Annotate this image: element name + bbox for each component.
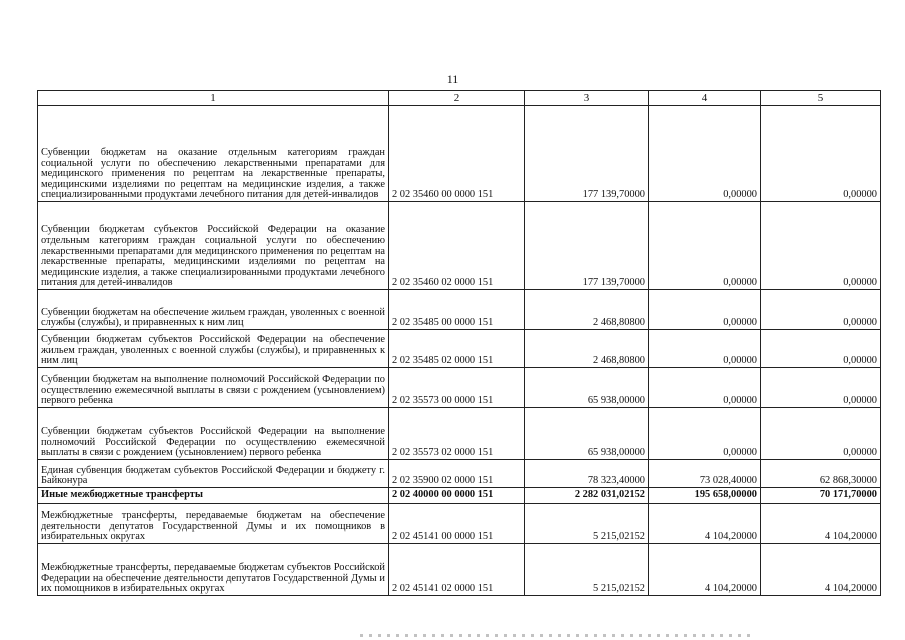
row-budget-code: 2 02 35573 02 0000 151 xyxy=(389,408,525,460)
row-value-col4: 0,00000 xyxy=(649,330,761,368)
row-value-col4: 73 028,40000 xyxy=(649,460,761,488)
row-description: Субвенции бюджетам субъектов Российской Федерации на выполнение полномочий Российской Федерации по осуществлению ежемесячной выплаты в связи с рождением (усыновлением) первого ребенка xyxy=(38,408,389,460)
table-row xyxy=(38,202,881,290)
row-budget-code: 2 02 45141 02 0000 151 xyxy=(389,544,525,596)
row-description: Иные межбюджетные трансферты xyxy=(38,488,389,504)
row-value-col3: 5 215,02152 xyxy=(525,504,649,544)
table-row xyxy=(38,368,881,408)
row-value-col3: 177 139,70000 xyxy=(525,202,649,290)
scan-artifact xyxy=(360,634,750,637)
row-value-col4: 4 104,20000 xyxy=(649,544,761,596)
column-header-5: 5 xyxy=(761,91,881,106)
row-value-col5: 70 171,70000 xyxy=(761,488,881,504)
row-budget-code: 2 02 35460 00 0000 151 xyxy=(389,106,525,202)
row-value-col5: 4 104,20000 xyxy=(761,544,881,596)
table-row xyxy=(38,106,881,202)
row-value-col4: 195 658,00000 xyxy=(649,488,761,504)
row-budget-code: 2 02 45141 00 0000 151 xyxy=(389,504,525,544)
row-value-col4: 0,00000 xyxy=(649,408,761,460)
row-value-col4: 0,00000 xyxy=(649,290,761,330)
column-header-3: 3 xyxy=(525,91,649,106)
row-value-col4: 0,00000 xyxy=(649,202,761,290)
row-budget-code: 2 02 35460 02 0000 151 xyxy=(389,202,525,290)
table-row xyxy=(38,330,881,368)
row-value-col4: 0,00000 xyxy=(649,368,761,408)
row-budget-code: 2 02 35485 02 0000 151 xyxy=(389,330,525,368)
row-value-col5: 0,00000 xyxy=(761,330,881,368)
column-header-2: 2 xyxy=(389,91,525,106)
row-description: Межбюджетные трансферты, передаваемые бюджетам на обеспечение деятельности депутатов Государственной Думы и их помощников в избирательных округах xyxy=(38,504,389,544)
row-description: Субвенции бюджетам на обеспечение жильем граждан, уволенных с военной службы (службы), и приравненных к ним лиц xyxy=(38,290,389,330)
row-value-col3: 65 938,00000 xyxy=(525,368,649,408)
row-value-col3: 5 215,02152 xyxy=(525,544,649,596)
column-header-1: 1 xyxy=(38,91,389,106)
row-value-col5: 0,00000 xyxy=(761,106,881,202)
row-description: Межбюджетные трансферты, передаваемые бюджетам субъектов Российской Федерации на обеспечение деятельности депутатов Государственной Думы и их помощников в избирательных округах xyxy=(38,544,389,596)
row-budget-code: 2 02 40000 00 0000 151 xyxy=(389,488,525,504)
row-value-col3: 2 468,80800 xyxy=(525,330,649,368)
table-row xyxy=(38,460,881,488)
row-value-col5: 0,00000 xyxy=(761,290,881,330)
row-budget-code: 2 02 35485 00 0000 151 xyxy=(389,290,525,330)
row-value-col3: 65 938,00000 xyxy=(525,408,649,460)
row-value-col3: 78 323,40000 xyxy=(525,460,649,488)
page-number: 11 xyxy=(446,72,459,86)
row-description: Субвенции бюджетам на выполнение полномочий Российской Федерации по осуществлению ежемесячной выплаты в связи с рождением (усыновлением) первого ребенка xyxy=(38,368,389,408)
row-value-col3: 177 139,70000 xyxy=(525,106,649,202)
row-value-col5: 4 104,20000 xyxy=(761,504,881,544)
row-description: Единая субвенция бюджетам субъектов Российской Федерации и бюджету г. Байконура xyxy=(38,460,389,488)
row-value-col5: 0,00000 xyxy=(761,408,881,460)
row-value-col3: 2 468,80800 xyxy=(525,290,649,330)
row-description: Субвенции бюджетам субъектов Российской Федерации на оказание отдельным категориям граждан социальной услуги по обеспечению лекарственными препаратами для медицинского применения по рецептам на лекарственные препараты, медицинскими изделиями по рецептам на медицинские изделия, а также специализированными продуктами лечебного питания для детей-инвалидов xyxy=(38,202,389,290)
table-header-row xyxy=(38,91,881,106)
budget-table xyxy=(37,90,881,596)
row-value-col5: 0,00000 xyxy=(761,202,881,290)
column-header-4: 4 xyxy=(649,91,761,106)
row-description: Субвенции бюджетам субъектов Российской Федерации на обеспечение жильем граждан, уволенных с военной службы (службы), и приравненных к ним лиц xyxy=(38,330,389,368)
table-row xyxy=(38,290,881,330)
row-budget-code: 2 02 35573 00 0000 151 xyxy=(389,368,525,408)
table-row xyxy=(38,504,881,544)
row-description: Субвенции бюджетам на оказание отдельным категориям граждан социальной услуги по обеспечению лекарственными препаратами для медицинского применения по рецептам на лекарственные препараты, медицинскими изделиями по рецептам на медицинские изделия, а также специализированными продуктами лечебного питания для детей-инвалидов xyxy=(38,106,389,202)
row-value-col5: 0,00000 xyxy=(761,368,881,408)
row-value-col5: 62 868,30000 xyxy=(761,460,881,488)
row-value-col4: 4 104,20000 xyxy=(649,504,761,544)
table-row xyxy=(38,544,881,596)
table-row-section-total xyxy=(38,488,881,504)
table-row xyxy=(38,408,881,460)
row-budget-code: 2 02 35900 02 0000 151 xyxy=(389,460,525,488)
row-value-col3: 2 282 031,02152 xyxy=(525,488,649,504)
row-value-col4: 0,00000 xyxy=(649,106,761,202)
